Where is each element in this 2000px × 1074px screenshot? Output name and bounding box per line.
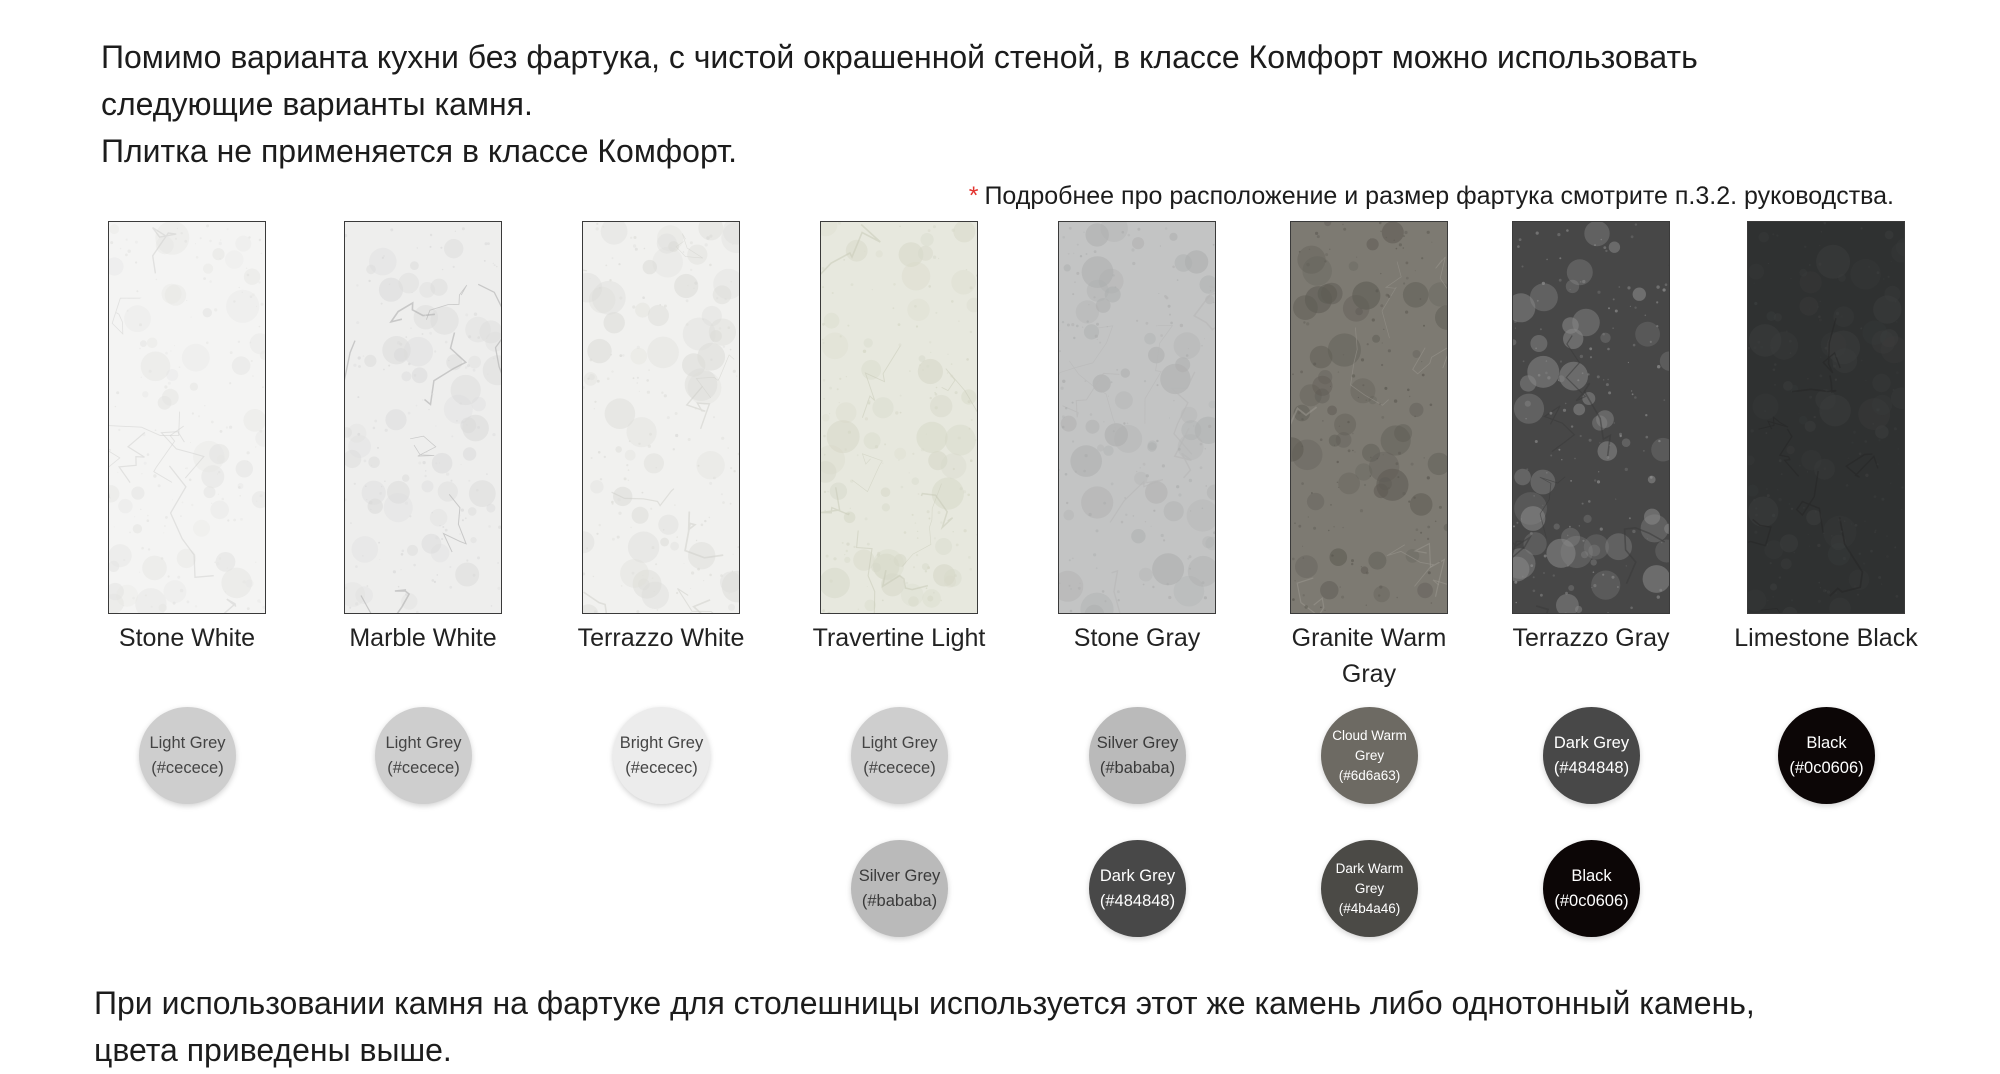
swatch-color-code: (#6d6a63) <box>1327 766 1412 786</box>
swatch-color-code: (#4b4a46) <box>1327 899 1412 919</box>
swatch-color-code: (#0c0606) <box>1554 889 1628 914</box>
stone-sample-limestone-black <box>1747 221 1905 614</box>
stone-name: Stone White <box>82 620 292 656</box>
color-swatch <box>613 707 710 804</box>
swatch-label <box>1091 731 1185 781</box>
stone-name: Marble White <box>318 620 528 656</box>
stone-name: Travertine Light <box>794 620 1004 656</box>
swatch-color-name: Silver Grey <box>859 864 941 889</box>
intro-text <box>101 34 1921 175</box>
swatch-label <box>1783 731 1869 781</box>
stone-sample-terrazzo-white <box>582 221 740 614</box>
color-swatch <box>1778 707 1875 804</box>
swatch-color-name: Dark Warm Grey <box>1327 859 1412 899</box>
swatch-color-code: (#cecece) <box>149 756 225 781</box>
swatch-label <box>853 864 947 914</box>
footnote <box>969 182 1894 211</box>
swatch-label <box>614 731 709 781</box>
swatch-color-name: Bright Grey <box>620 731 703 756</box>
color-swatch <box>851 840 948 937</box>
swatch-color-name: Dark Grey <box>1554 731 1629 756</box>
swatch-color-code: (#cecece) <box>385 756 461 781</box>
swatch-color-code: (#bababa) <box>859 889 941 914</box>
outro-line-2: цвета приведены выше. <box>94 1027 1934 1074</box>
swatch-label <box>1094 864 1181 914</box>
stone-name: Limestone Black <box>1721 620 1931 656</box>
swatch-color-name: Light Grey <box>861 731 937 756</box>
color-swatch <box>1543 840 1640 937</box>
outro-line-1: При использовании камня на фартуке для столешницы используется этот же камень либо однотонный камень, <box>94 980 1934 1027</box>
swatch-label <box>1548 864 1634 914</box>
color-swatch <box>1089 840 1186 937</box>
swatch-label <box>1321 726 1418 786</box>
stone-sample-stone-white <box>108 221 266 614</box>
swatch-color-code: (#bababa) <box>1097 756 1179 781</box>
stone-name: Terrazzo White <box>556 620 766 656</box>
swatch-color-name: Light Grey <box>385 731 461 756</box>
swatch-color-name: Black <box>1554 864 1628 889</box>
stone-sample-terrazzo-gray <box>1512 221 1670 614</box>
color-swatch <box>851 707 948 804</box>
footnote-asterisk: * <box>969 182 979 210</box>
swatch-color-code: (#ececec) <box>620 756 703 781</box>
swatch-color-name: Light Grey <box>149 731 225 756</box>
swatch-label <box>855 731 943 781</box>
swatch-label <box>379 731 467 781</box>
footnote-text: Подробнее про расположение и размер фартука смотрите п.3.2. руководства. <box>984 182 1894 210</box>
swatch-label <box>1321 859 1418 919</box>
swatch-color-name: Cloud Warm Grey <box>1327 726 1412 766</box>
stone-name: Stone Gray <box>1032 620 1242 656</box>
swatch-color-name: Black <box>1789 731 1863 756</box>
intro-line-1: Помимо варианта кухни без фартука, с чистой окрашенной стеной, в классе Комфорт можно использовать <box>101 34 1921 81</box>
color-swatch <box>1543 707 1640 804</box>
swatch-color-code: (#cecece) <box>861 756 937 781</box>
swatch-color-code: (#484848) <box>1554 756 1629 781</box>
swatch-color-code: (#484848) <box>1100 889 1175 914</box>
stone-sample-granite-warm-gray <box>1290 221 1448 614</box>
swatch-color-name: Dark Grey <box>1100 864 1175 889</box>
swatch-color-code: (#0c0606) <box>1789 756 1863 781</box>
intro-line-2: следующие варианты камня. <box>101 81 1921 128</box>
swatch-label <box>1548 731 1635 781</box>
color-swatch <box>139 707 236 804</box>
stone-name: Terrazzo Gray <box>1486 620 1696 656</box>
swatch-label <box>143 731 231 781</box>
outro-text <box>94 980 1934 1074</box>
color-swatch <box>1089 707 1186 804</box>
intro-line-3: Плитка не применяется в классе Комфорт. <box>101 128 1921 175</box>
stone-sample-travertine-light <box>820 221 978 614</box>
color-swatch <box>1321 840 1418 937</box>
stone-sample-marble-white <box>344 221 502 614</box>
swatch-color-name: Silver Grey <box>1097 731 1179 756</box>
stone-name: Granite Warm Gray <box>1264 620 1474 692</box>
color-swatch <box>1321 707 1418 804</box>
stone-sample-stone-gray <box>1058 221 1216 614</box>
color-swatch <box>375 707 472 804</box>
